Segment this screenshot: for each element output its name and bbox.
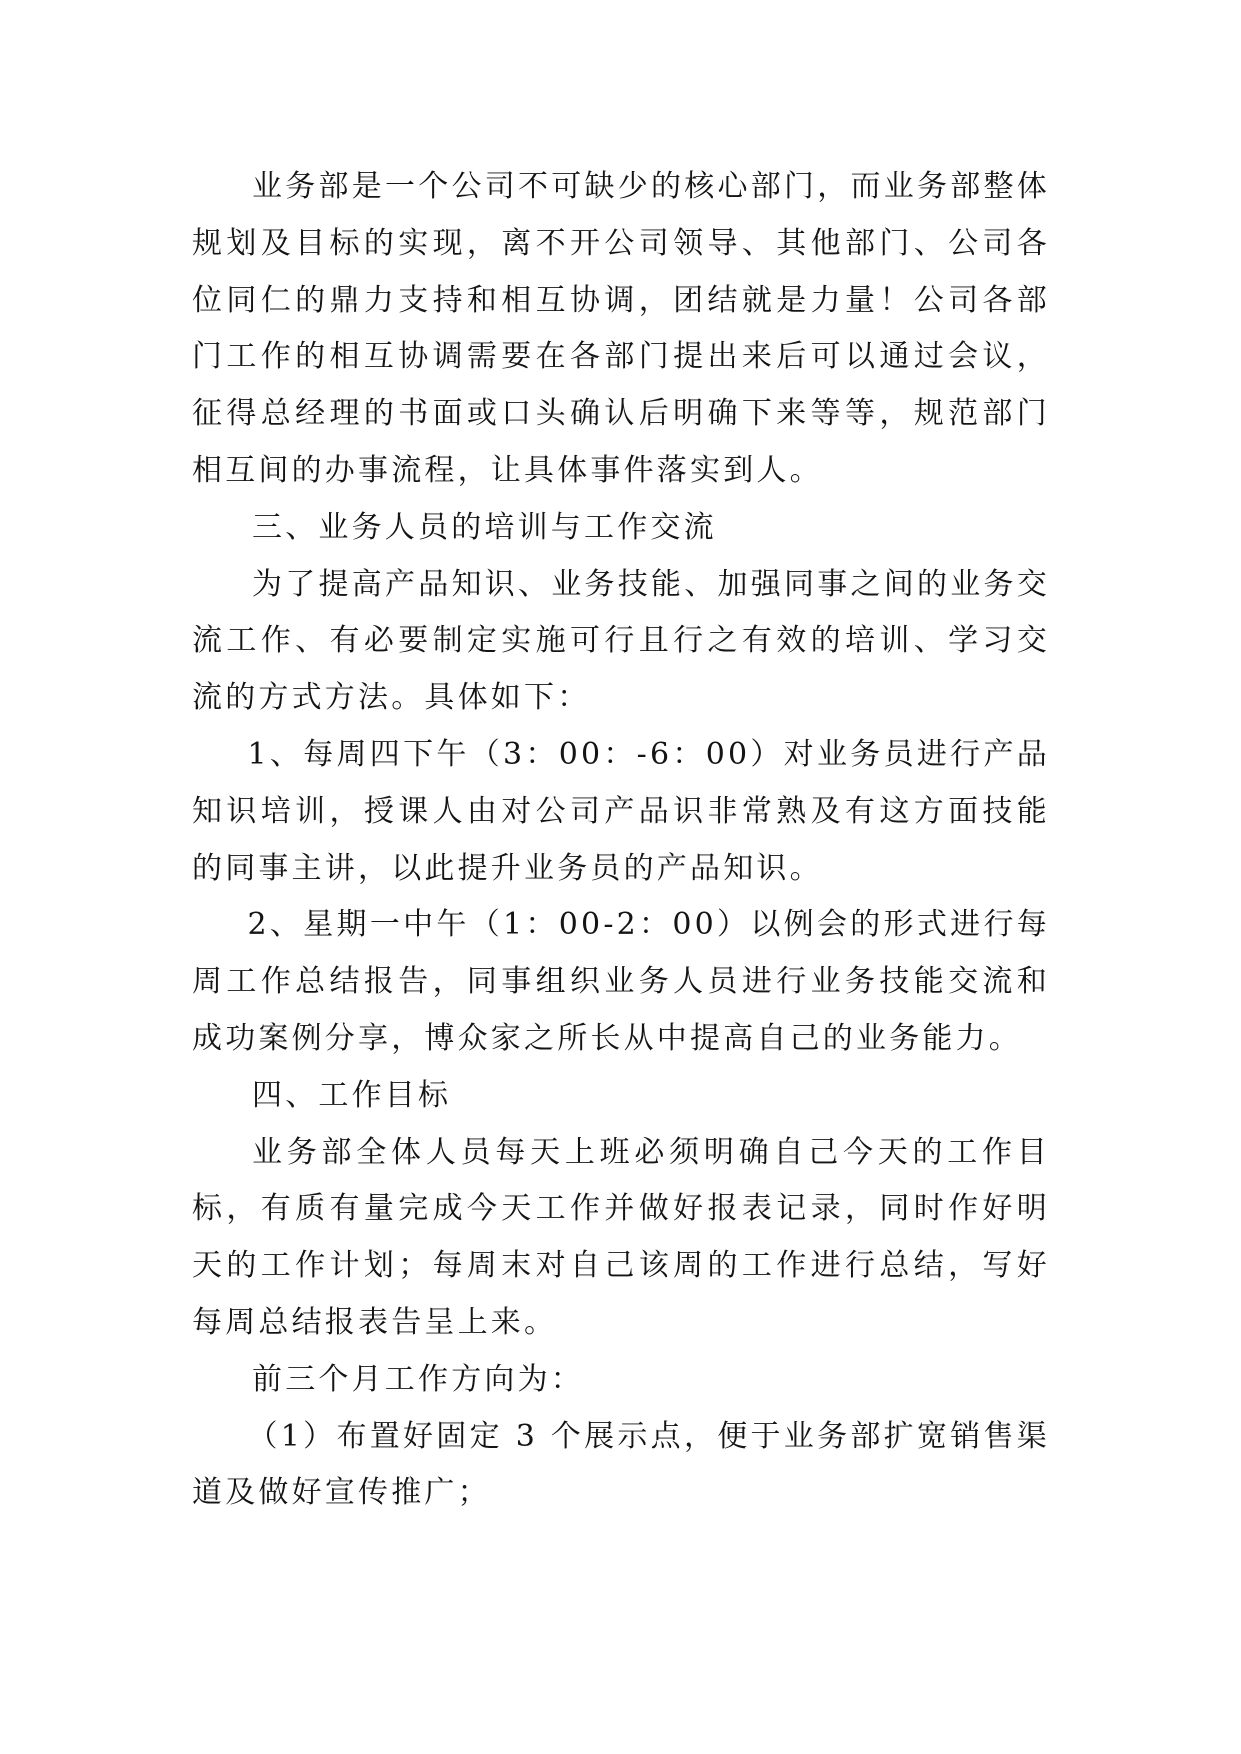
paragraph-daily-goals: 业务部全体人员每天上班必须明确自己今天的工作目标，有质有量完成今天工作并做好报表记录，同时作好明天的工作计划；每周末对自己该周的工作进行总结，写好每周总结报表告呈上来。 [192,1134,1050,1340]
list-item-thursday-training: 1、每周四下午（3：00：-6：00）对业务员进行产品知识培训，授课人由对公司产品识非常熟及有这方面技能的同事主讲，以此提升业务员的产品知识。 [192,736,1050,886]
list-item-monday-meeting: 2、星期一中午（1：00-2：00）以例会的形式进行每周工作总结报告，同事组织业务人员进行业务技能交流和成功案例分享，博众家之所长从中提高自己的业务能力。 [192,907,1050,1056]
list-item-display-points: （1）布置好固定 3 个展示点，便于业务部扩宽销售渠道及做好宣传推广； [192,1418,1050,1511]
section-heading-goals: 四、工作目标 [252,1077,452,1113]
paragraph-three-month-direction: 前三个月工作方向为： [252,1361,584,1397]
section-heading-training: 三、业务人员的培训与工作交流 [252,509,717,545]
paragraph-training-intro: 为了提高产品知识、业务技能、加强同事之间的业务交流工作、有必要制定实施可行且行之有效的培训、学习交流的方式方法。具体如下： [192,566,1050,716]
document-body [192,159,1050,1522]
paragraph-coordination: 业务部是一个公司不可缺少的核心部门，而业务部整体规划及目标的实现，离不开公司领导、其他部门、公司各位同仁的鼎力支持和相互协调，团结就是力量！公司各部门工作的相互协调需要在各部门提出来后可以通过会议，征得总经理的书面或口头确认后明确下来等等，规范部门相互间的办事流程，让具体事件落实到人。 [192,169,1050,488]
